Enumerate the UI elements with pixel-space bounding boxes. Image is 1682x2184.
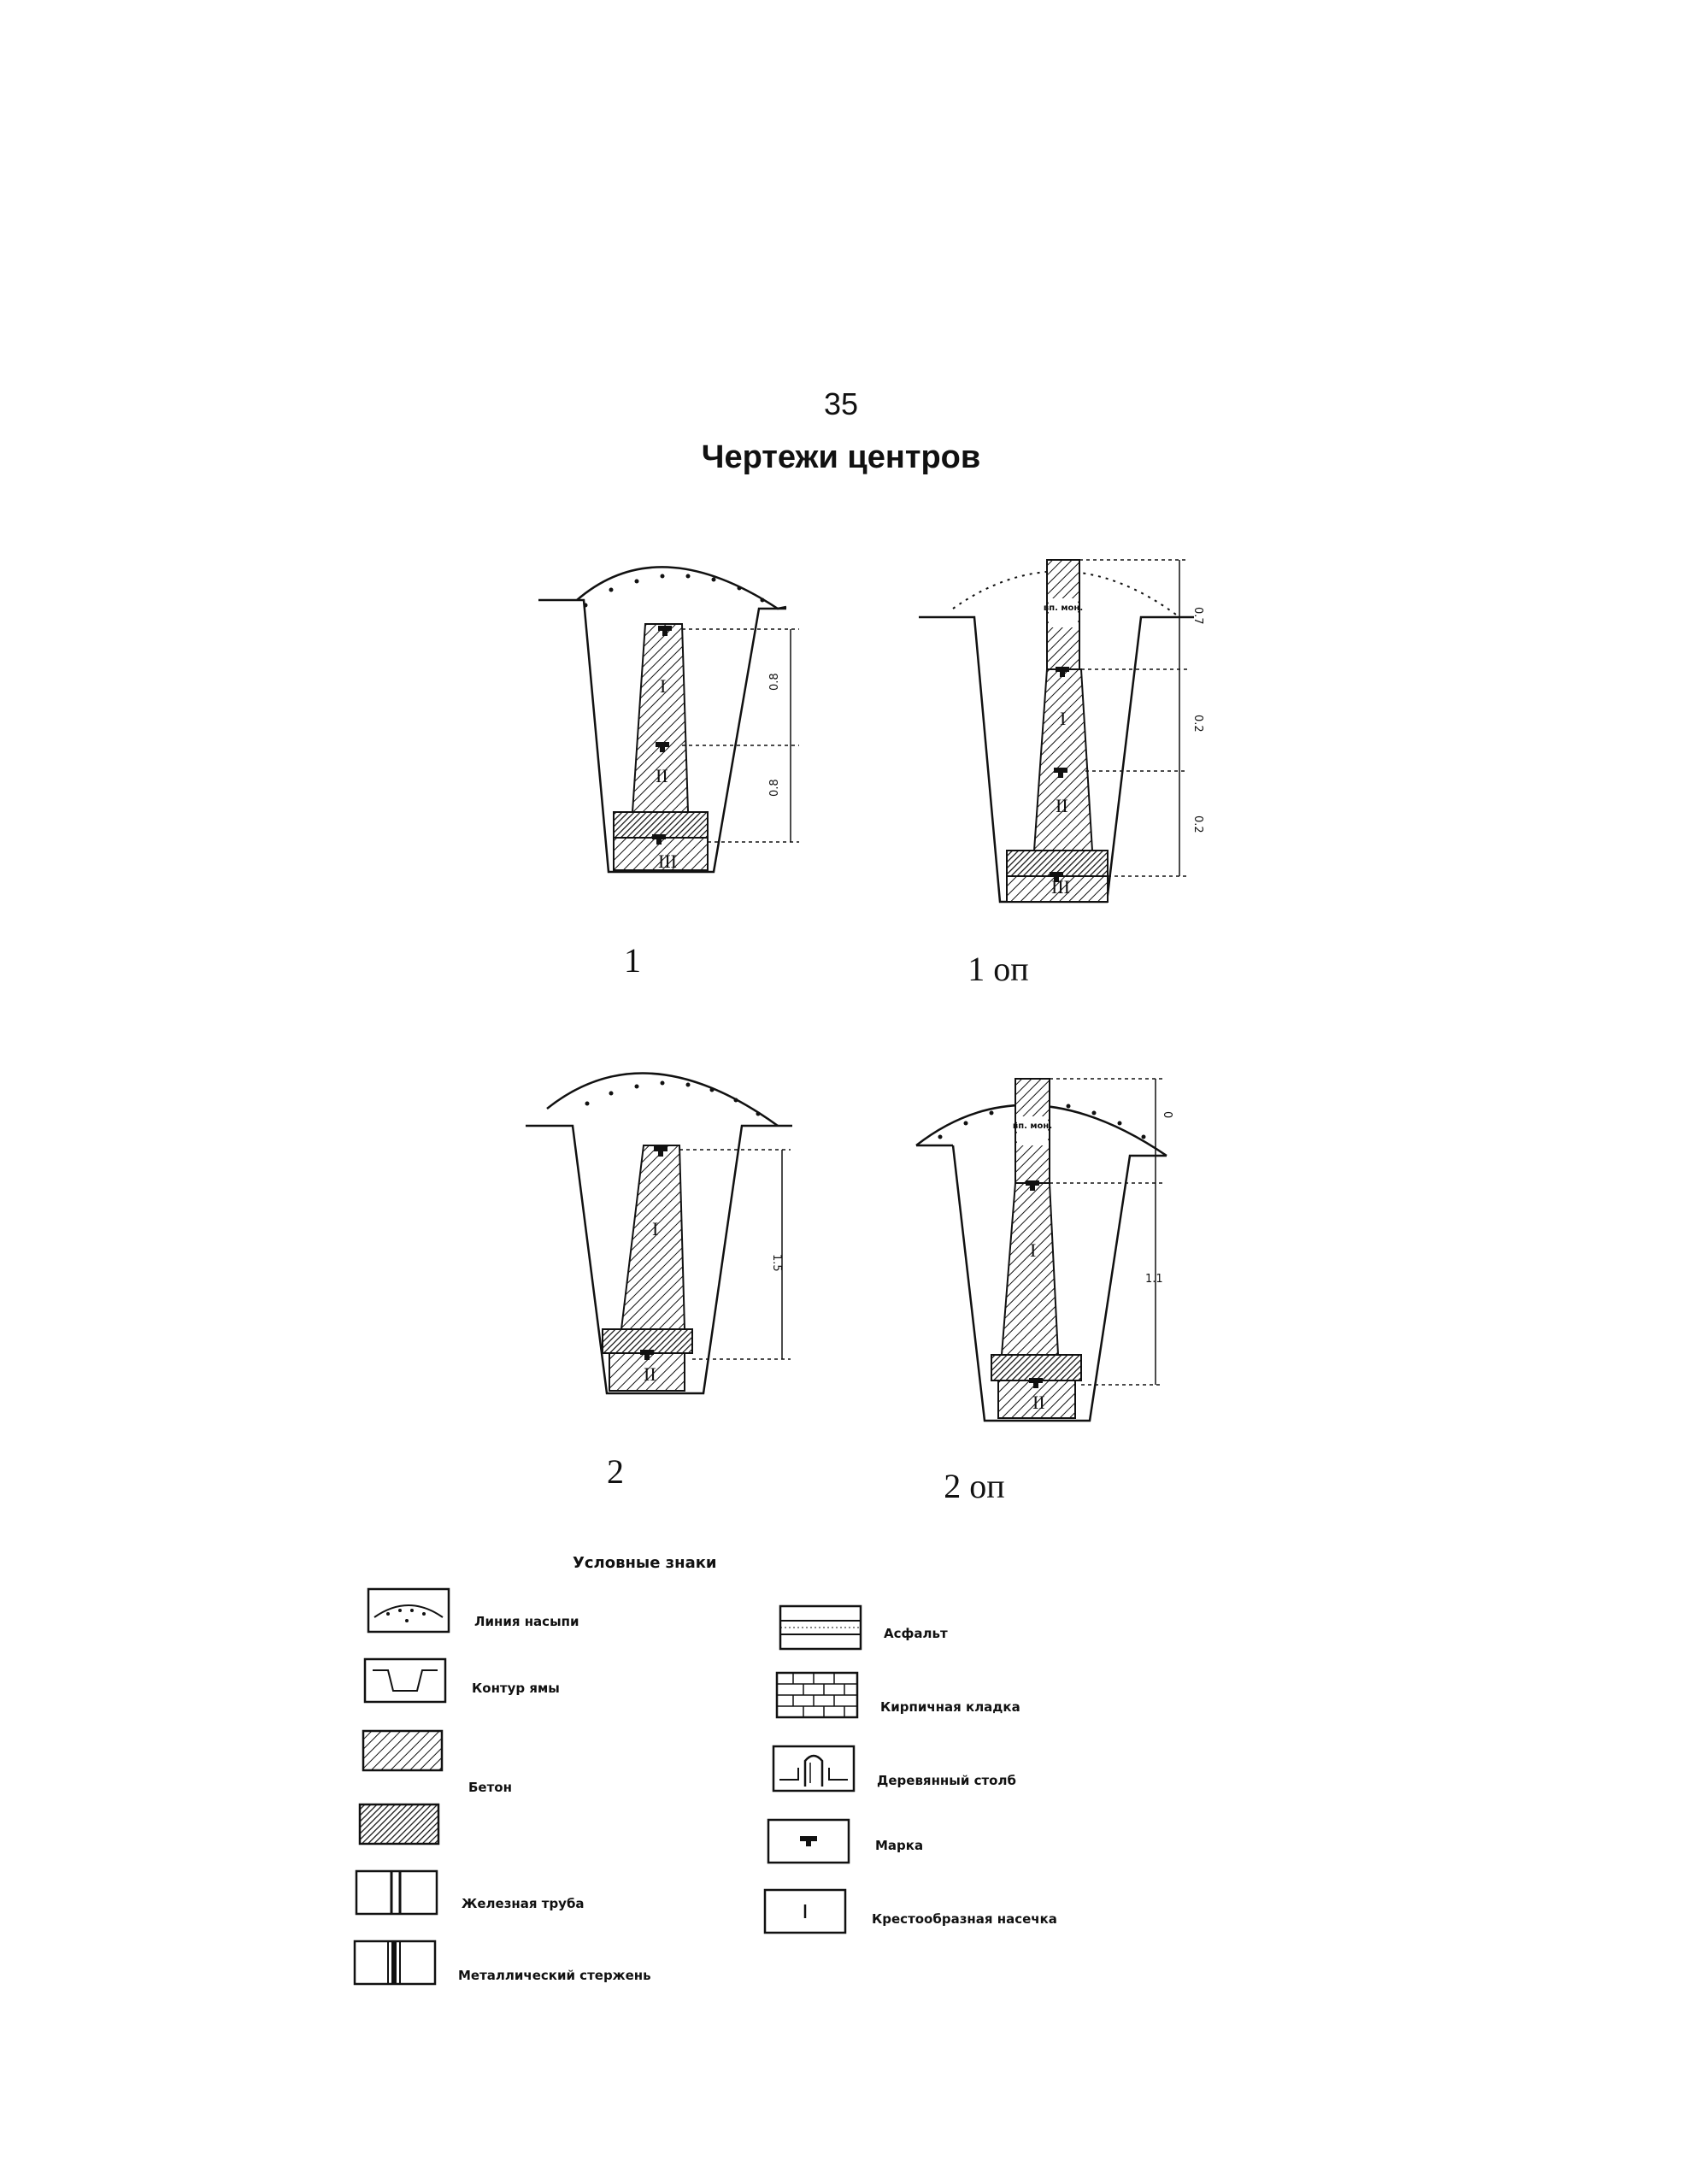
- brick-masonry-icon: [776, 1672, 858, 1718]
- figure-label: 2 оп: [944, 1467, 1005, 1505]
- tier-label: II: [644, 1363, 656, 1385]
- center-drawing-2: [517, 1064, 876, 1406]
- dimension-label: 1.5: [770, 1254, 783, 1272]
- cross-notch-icon: [764, 1889, 846, 1934]
- embankment-line-icon: [368, 1588, 450, 1633]
- center-drawing-2-op: [906, 1068, 1265, 1428]
- monolith-label: вп. мон.: [1012, 1121, 1053, 1131]
- concrete-dense-icon: [359, 1804, 439, 1845]
- legend-label: Металлический стержень: [458, 1968, 651, 1983]
- tier-label: II: [1056, 795, 1068, 816]
- tier-label: III: [1051, 876, 1070, 898]
- wooden-post-icon: [773, 1745, 855, 1792]
- monolith-label: вп. мон.: [1043, 603, 1084, 613]
- dimension-label: 0.2: [1191, 715, 1204, 733]
- legend-label: Кирпичная кладка: [880, 1699, 1020, 1715]
- dimension-label: 1.1: [1145, 1273, 1163, 1286]
- tier-label: I: [652, 1218, 659, 1239]
- figure-label: 1 оп: [967, 950, 1029, 988]
- iron-pipe-icon: [356, 1870, 438, 1915]
- tier-label: III: [658, 851, 677, 872]
- tier-label: I: [660, 675, 667, 697]
- tier-label: II: [1032, 1392, 1045, 1413]
- pit-outline-icon: [364, 1658, 446, 1703]
- concrete-base-block: [614, 812, 708, 838]
- tier-label: I: [1060, 708, 1067, 729]
- legend-label: Асфальт: [884, 1626, 948, 1641]
- legend-label: Крестообразная насечка: [872, 1911, 1057, 1927]
- dimension-label: 0.8: [768, 779, 781, 797]
- legend-label: Железная труба: [462, 1896, 585, 1911]
- tier-label: II: [656, 765, 668, 786]
- concrete-base-block: [603, 1329, 692, 1353]
- figure-label: 2: [607, 1452, 624, 1491]
- dimension-label: 0: [1161, 1111, 1173, 1119]
- legend-label: Бетон: [468, 1780, 512, 1795]
- legend-label: Деревянный столб: [877, 1773, 1016, 1788]
- dimension-label: 0.7: [1191, 607, 1204, 625]
- page-title: Чертежи центров: [701, 439, 981, 475]
- page-number: 35: [823, 386, 859, 421]
- embankment-line: [577, 567, 786, 609]
- dimension-label: 0.8: [768, 673, 781, 691]
- tier-label: I: [1030, 1239, 1037, 1261]
- figure-label: 1: [624, 941, 641, 980]
- legend-label: Контур ямы: [472, 1681, 560, 1696]
- asphalt-icon: [779, 1605, 862, 1650]
- concrete-light-icon: [362, 1730, 443, 1771]
- center-drawing-1-op: [910, 547, 1269, 923]
- concrete-column: [1002, 1183, 1058, 1355]
- legend-label: Линия насыпи: [474, 1614, 579, 1629]
- dimension-label: 0.2: [1191, 815, 1204, 833]
- survey-mark-icon: [767, 1819, 850, 1863]
- metal-rod-icon: [354, 1940, 436, 1985]
- legend-label: Марка: [875, 1838, 924, 1853]
- concrete-base-block: [991, 1355, 1081, 1380]
- legend-title: Условные знаки: [573, 1554, 717, 1572]
- center-drawing-1: [530, 547, 889, 906]
- concrete-column: [1034, 669, 1092, 851]
